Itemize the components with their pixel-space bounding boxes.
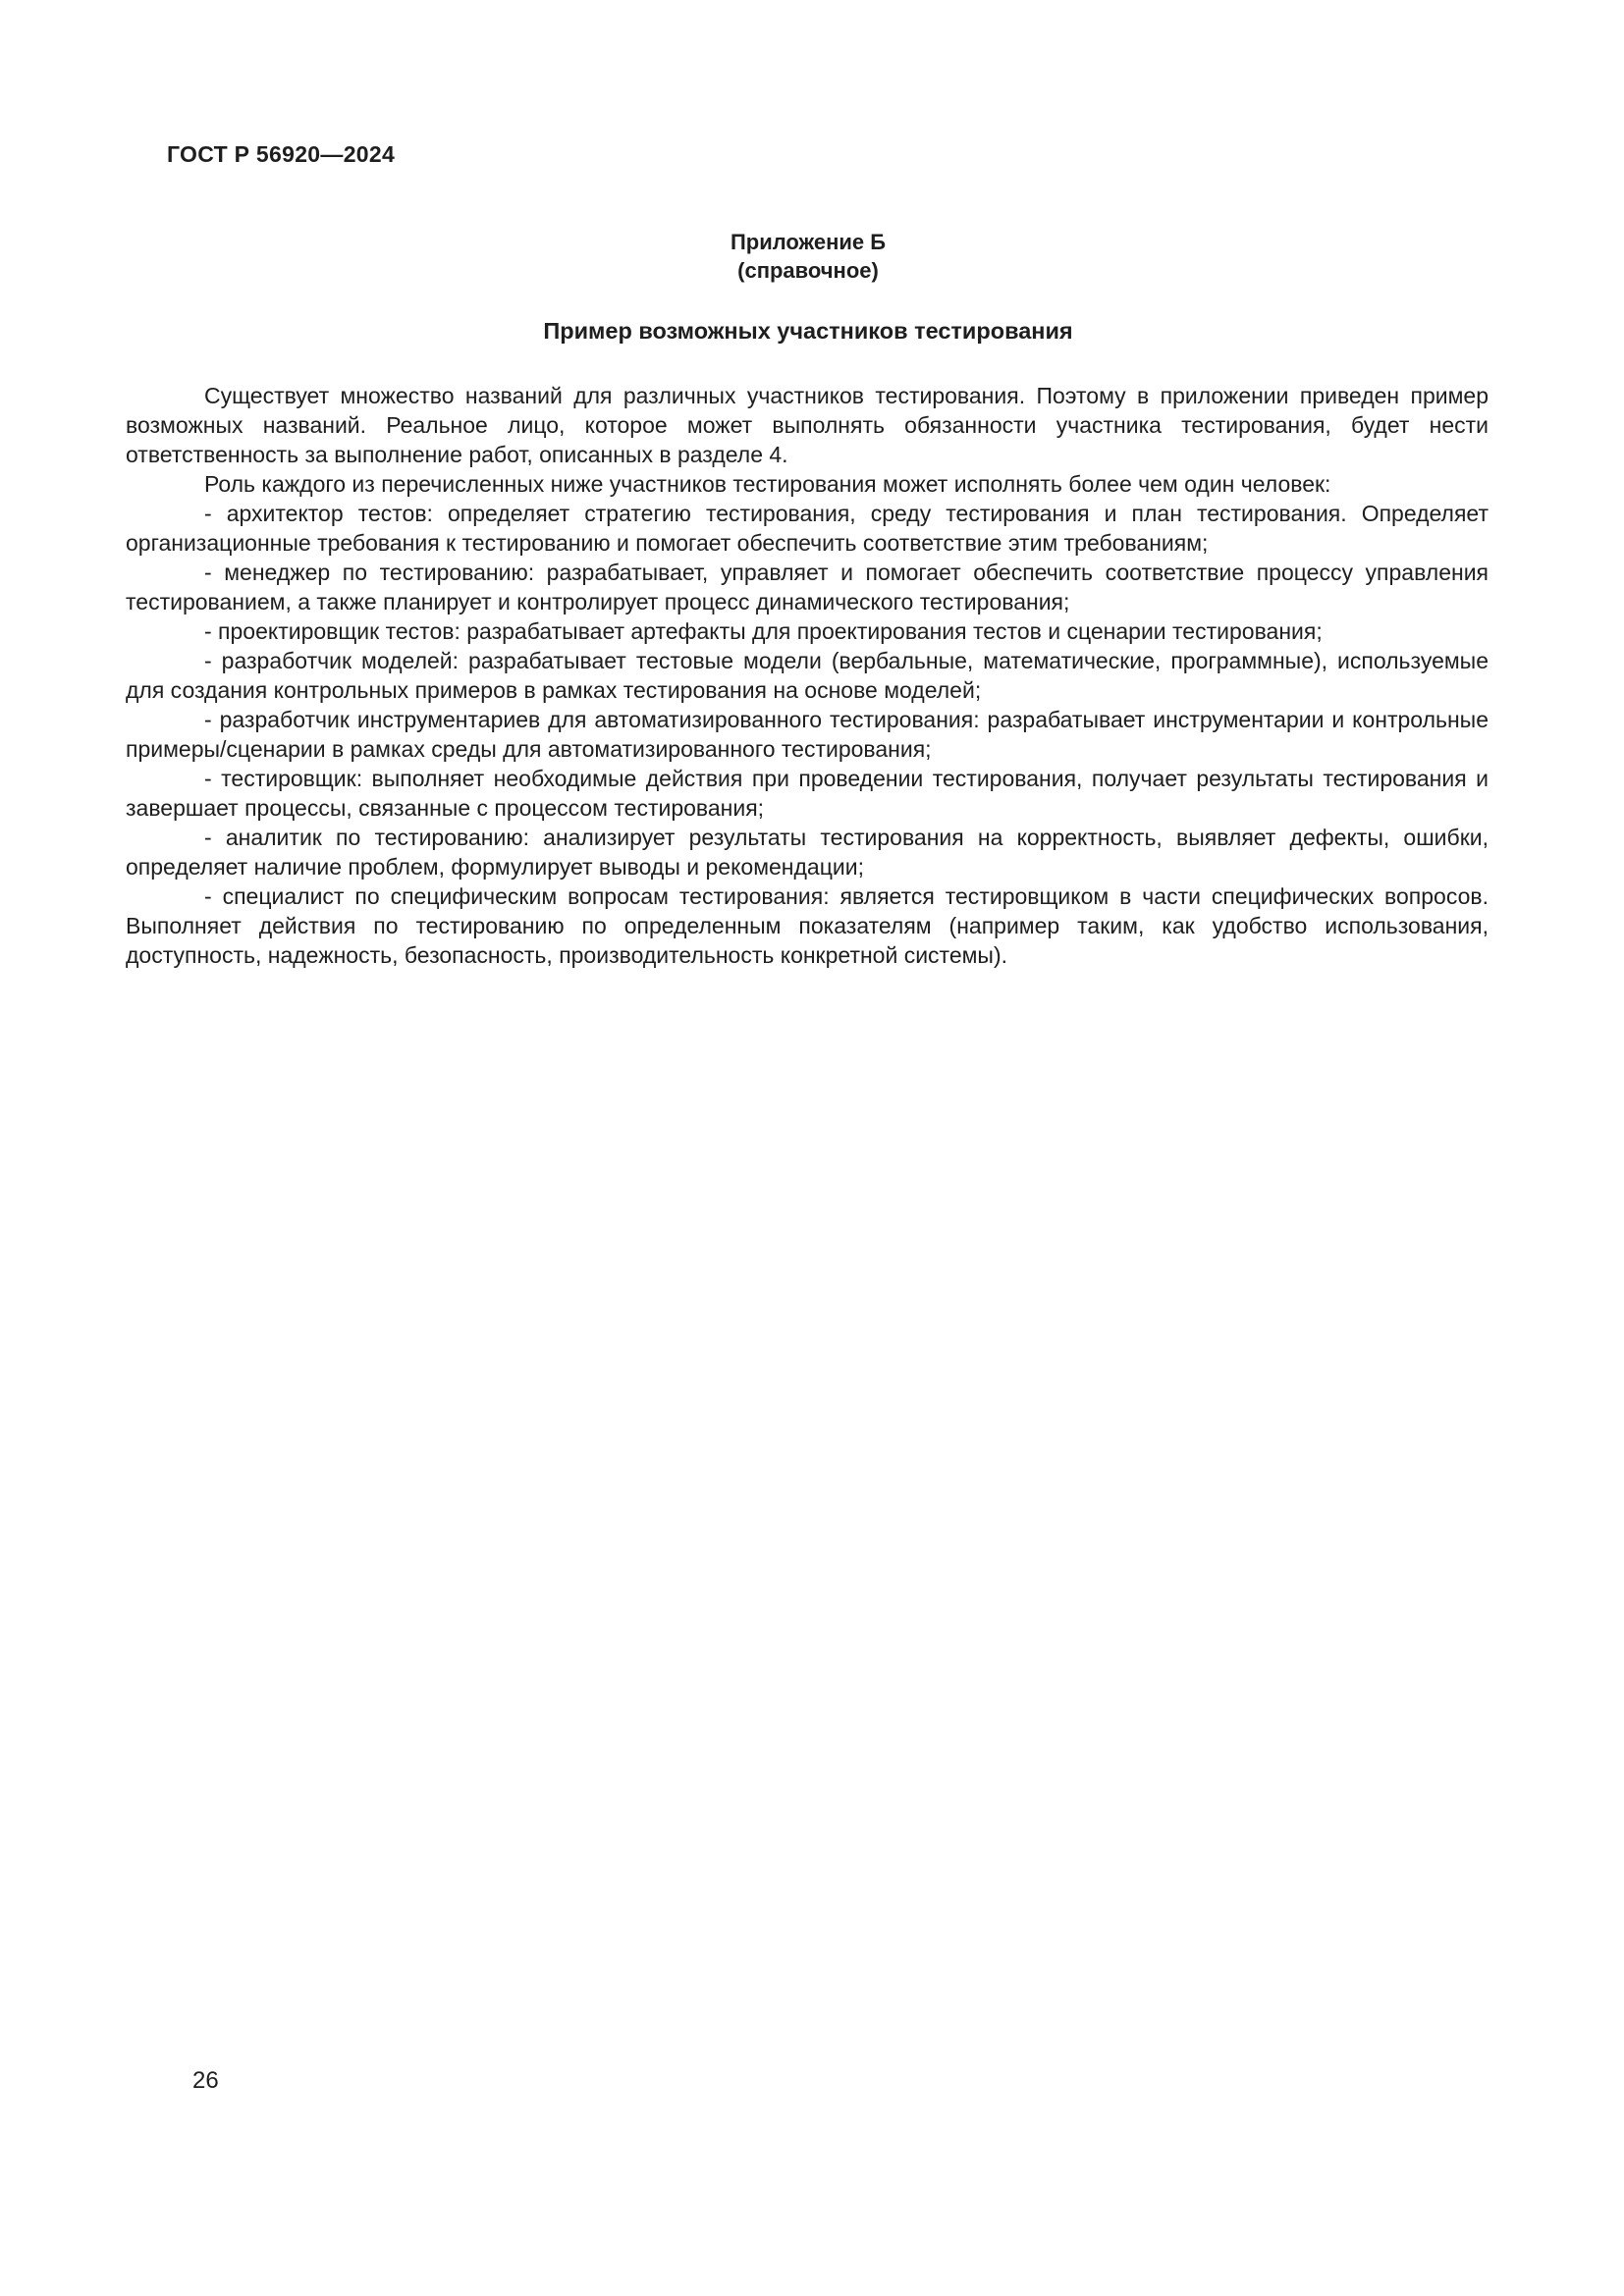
paragraph: - архитектор тестов: определяет стратегию тестирования, среду тестирования и план тестирования. Определяет организационные требования к тестированию и помогает обеспечить соответствие этим требованиям;	[126, 501, 1489, 556]
appendix-title: Пример возможных участников тестирования	[543, 318, 1073, 344]
appendix-header	[126, 228, 1490, 285]
paragraph: Роль каждого из перечисленных ниже участников тестирования может исполнять более чем один человек:	[204, 471, 1331, 497]
appendix-kind: (справочное)	[737, 258, 879, 283]
paragraph: - специалист по специфическим вопросам тестирования: является тестировщиком в части специфических вопросов. Выполняет действия по тестированию по определенным показателям (например таким, как удобство использования, доступность, надежность, безопасность, производительность конкретной системы).	[126, 883, 1489, 968]
paragraph: - проектировщик тестов: разрабатывает артефакты для проектирования тестов и сценарии тестирования;	[204, 618, 1323, 644]
appendix-body	[126, 381, 1489, 970]
doc-code: ГОСТ Р 56920—2024	[167, 141, 396, 167]
paragraph: - разработчик моделей: разрабатывает тестовые модели (вербальные, математические, программные), используемые для создания контрольных примеров в рамках тестирования на основе моделей;	[126, 648, 1489, 703]
paragraph: Существует множество названий для различных участников тестирования. Поэтому в приложении приведен пример возможных названий. Реальное лицо, которое может выполнять обязанности участника тестирования, будет нести ответственность за выполнение работ, описанных в разделе 4.	[126, 383, 1489, 467]
appendix-label: Приложение Б	[730, 230, 887, 254]
paragraph: - менеджер по тестированию: разрабатывает, управляет и помогает обеспечить соответствие процессу управления тестированием, а также планирует и контролирует процесс динамического тестирования;	[126, 560, 1489, 614]
page-number: 26	[192, 2067, 219, 2094]
paragraph: - разработчик инструментариев для автоматизированного тестирования: разрабатывает инструментарии и контрольные примеры/сценарии в рамках среды для автоматизированного тестирования;	[126, 707, 1489, 762]
paragraph: - аналитик по тестированию: анализирует результаты тестирования на корректность, выявляет дефекты, ошибки, определяет наличие проблем, формулирует выводы и рекомендации;	[126, 825, 1489, 880]
paragraph: - тестировщик: выполняет необходимые действия при проведении тестирования, получает результаты тестирования и завершает процессы, связанные с процессом тестирования;	[126, 766, 1489, 821]
